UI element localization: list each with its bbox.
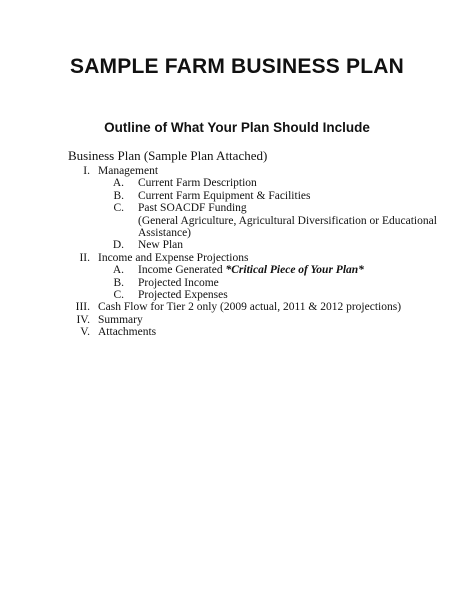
item-letter: A. <box>112 177 124 190</box>
item-label: Current Farm Description <box>138 177 257 190</box>
item-label: Projected Expenses <box>138 289 228 302</box>
item-note: (General Agriculture, Agricultural Diversification or Educational Assistance) <box>138 214 437 240</box>
page-title: SAMPLE FARM BUSINESS PLAN <box>69 55 405 78</box>
item-label-with-emphasis <box>138 264 468 276</box>
section-numeral: IV. <box>76 313 90 326</box>
section-label: Income and Expense Projections <box>98 251 249 264</box>
item-letter: C. <box>113 289 124 302</box>
outline-section-management <box>68 165 468 177</box>
item-emphasis: *Critical Piece of Your Plan* <box>225 264 364 277</box>
plan-outline <box>68 148 468 339</box>
section-numeral: III. <box>75 301 90 314</box>
outline-item <box>68 190 468 202</box>
outline-item <box>68 177 468 189</box>
section-label: Management <box>98 165 159 177</box>
outline-item <box>68 239 468 251</box>
item-letter: B. <box>113 276 124 289</box>
outline-item <box>68 264 468 276</box>
outline-section-summary <box>68 314 468 326</box>
page-subtitle: Outline of What Your Plan Should Include <box>104 120 370 135</box>
section-label: Cash Flow for Tier 2 only (2009 actual, 2011 & 2012 projections) <box>98 301 402 314</box>
section-label: Summary <box>98 313 143 326</box>
item-letter: D. <box>112 239 124 252</box>
outline-item <box>68 202 468 239</box>
outline-root: Business Plan (Sample Plan Attached) <box>68 148 268 163</box>
section-numeral: I. <box>83 165 90 177</box>
item-label: New Plan <box>138 239 184 252</box>
item-letter: C. <box>113 202 124 215</box>
outline-item <box>68 289 468 301</box>
item-letter: B. <box>113 189 124 202</box>
section-label: Attachments <box>98 326 157 339</box>
item-label: Current Farm Equipment & Facilities <box>138 189 311 202</box>
outline-item <box>68 277 468 289</box>
outline-section-attachments <box>68 326 468 338</box>
item-label: Projected Income <box>138 276 219 289</box>
item-letter: A. <box>112 264 124 277</box>
section-numeral: V. <box>80 326 90 339</box>
outline-section-cash-flow <box>68 301 468 313</box>
section-numeral: II. <box>79 251 90 264</box>
outline-section-income-expense <box>68 252 468 264</box>
item-label: Past SOACDF Funding <box>138 202 247 215</box>
item-label: Income Generated <box>138 264 223 277</box>
